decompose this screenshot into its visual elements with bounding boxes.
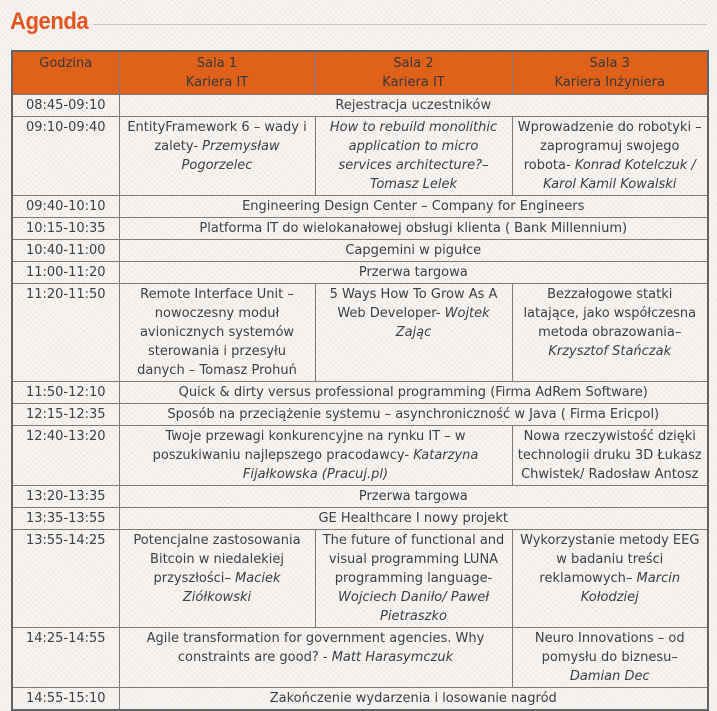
title-rule xyxy=(93,24,707,25)
header-line2: Kariera Inżyniera xyxy=(554,75,665,90)
session-title: 5 Ways How To Grow As A Web Developer- xyxy=(329,287,498,321)
time-cell: 09:40-10:10 xyxy=(12,196,119,218)
session-speaker: Wojciech Daniło/ Paweł Pietraszko xyxy=(338,590,489,624)
session-cell xyxy=(119,240,708,262)
session-cell xyxy=(119,688,708,711)
agenda-row xyxy=(12,688,708,711)
time-cell: 14:25-14:55 xyxy=(12,628,119,688)
page-title: Agenda xyxy=(10,8,89,35)
session-title: Nowa rzeczywistość dzięki technologii druku 3D Łukasz Chwistek/ Radosław Antosz xyxy=(517,429,702,482)
agenda-row xyxy=(12,262,708,284)
session-cell xyxy=(119,426,512,486)
column-header-sala-1 xyxy=(119,51,315,95)
session-speaker: Przemysław Pogorzelec xyxy=(181,139,280,173)
time-cell: 13:55-14:25 xyxy=(12,530,119,628)
session-title: Platforma IT do wielokanałowej obsługi klienta ( Bank Millennium) xyxy=(199,221,628,236)
time-cell: 11:50-12:10 xyxy=(12,382,119,404)
session-cell xyxy=(119,218,708,240)
agenda-row xyxy=(12,426,708,486)
session-title: Agile transformation for government agencies. Why constraints are good? - xyxy=(146,631,485,665)
session-title: Quick & dirty versus professional programming (Firma AdRem Software) xyxy=(178,385,648,400)
time-cell: 12:40-13:20 xyxy=(12,426,119,486)
agenda-row xyxy=(12,117,708,196)
session-title: Zakończenie wydarzenia i losowanie nagród xyxy=(269,691,557,706)
time-cell: 12:15-12:35 xyxy=(12,404,119,426)
column-header-sala-3 xyxy=(512,51,708,95)
session-cell xyxy=(119,508,708,530)
session-speaker: Katarzyna Fijałkowska (Pracuj.pl) xyxy=(242,448,479,482)
agenda-row xyxy=(12,240,708,262)
session-title: Rejestracja uczestników xyxy=(335,98,492,113)
session-title: EntityFramework 6 – wady i zalety- xyxy=(127,120,307,154)
session-speaker: Damian Dec xyxy=(569,669,650,684)
session-speaker: Maciek Ziółkowski xyxy=(182,571,281,605)
session-cell xyxy=(119,284,315,382)
agenda-row xyxy=(12,486,708,508)
agenda-row xyxy=(12,628,708,688)
session-cell xyxy=(119,196,708,218)
session-speaker: Krzysztof Stańczak xyxy=(548,344,672,359)
time-cell: 08:45-09:10 xyxy=(12,95,119,117)
session-title: Wprowadzenie do robotyki – zaprogramuj swojego robota- xyxy=(517,120,702,173)
session-cell xyxy=(119,486,708,508)
session-cell xyxy=(315,117,512,196)
session-title: Wykorzystanie metody EEG w badaniu treści reklamowych– xyxy=(520,533,700,586)
time-cell: 10:15-10:35 xyxy=(12,218,119,240)
time-cell: 14:55-15:10 xyxy=(12,688,119,711)
session-cell xyxy=(315,530,512,628)
session-title: Twoje przewagi konkurencyjne na rynku IT – w poszukiwaniu najlepszego pracodawcy- xyxy=(152,429,466,463)
session-title: Bezzałogowe statki latające, jako współczesna metoda obrazowania– xyxy=(523,287,697,340)
session-cell xyxy=(512,117,708,196)
session-title: Przerwa targowa xyxy=(358,265,468,280)
header-line1: Godzina xyxy=(39,56,93,71)
time-cell: 11:00-11:20 xyxy=(12,262,119,284)
session-speaker: Wojtek Zając xyxy=(395,306,490,340)
session-cell xyxy=(119,382,708,404)
session-cell xyxy=(119,404,708,426)
session-cell xyxy=(512,628,708,688)
agenda-row xyxy=(12,382,708,404)
agenda-row xyxy=(12,95,708,117)
header-line2: Kariera IT xyxy=(185,75,249,90)
column-header-sala-2 xyxy=(315,51,512,95)
header-line1: Sala 3 xyxy=(589,56,630,71)
session-cell xyxy=(119,95,708,117)
session-cell xyxy=(119,117,315,196)
session-speaker: Konrad Kotelczuk / Karol Kamil Kowalski xyxy=(543,158,696,192)
agenda-row xyxy=(12,218,708,240)
time-cell: 13:20-13:35 xyxy=(12,486,119,508)
session-cell xyxy=(119,262,708,284)
agenda-row xyxy=(12,196,708,218)
session-title: Remote Interface Unit – nowoczesny moduł avionicznych systemów sterowania i przesyłu danych – Tomasz Prohuń xyxy=(137,287,297,378)
session-cell xyxy=(119,530,315,628)
session-title: Neuro Innovations – od pomysłu do biznesu– xyxy=(534,631,685,665)
time-cell: 13:35-13:55 xyxy=(12,508,119,530)
agenda-header-row xyxy=(12,51,708,95)
column-header-godzina xyxy=(12,51,119,95)
session-cell xyxy=(512,426,708,486)
session-cell xyxy=(119,628,512,688)
time-cell: 09:10-09:40 xyxy=(12,117,119,196)
session-title: Capgemini w pigułce xyxy=(345,243,482,258)
agenda-table xyxy=(11,50,709,711)
session-speaker: Marcin Kołodziej xyxy=(580,571,681,605)
page-header xyxy=(10,8,707,36)
agenda-row xyxy=(12,508,708,530)
agenda-row xyxy=(12,284,708,382)
agenda-row xyxy=(12,404,708,426)
session-title: Przerwa targowa xyxy=(358,489,468,504)
session-speaker: Matt Harasymczuk xyxy=(331,650,454,665)
session-title: The future of functional and visual programming LUNA programming language- xyxy=(322,533,505,586)
session-cell xyxy=(512,530,708,628)
header-line2: Kariera IT xyxy=(382,75,445,90)
session-title: Engineering Design Center – Company for Engineers xyxy=(242,199,585,214)
header-line1: Sala 2 xyxy=(393,56,434,71)
agenda-row xyxy=(12,530,708,628)
time-cell: 10:40-11:00 xyxy=(12,240,119,262)
session-title: Potencjalne zastosowania Bitcoin w niedalekiej przyszłości– xyxy=(133,533,301,586)
session-title: Sposób na przeciążenie systemu – asynchroniczność w Java ( Firma Ericpol) xyxy=(167,407,660,422)
session-speaker: How to rebuild monolithic application to micro services architecture?– Tomasz Lelek xyxy=(329,120,498,192)
session-title: GE Healthcare I nowy projekt xyxy=(318,511,509,526)
session-cell xyxy=(315,284,512,382)
header-line1: Sala 1 xyxy=(196,56,238,71)
time-cell: 11:20-11:50 xyxy=(12,284,119,382)
session-cell xyxy=(512,284,708,382)
